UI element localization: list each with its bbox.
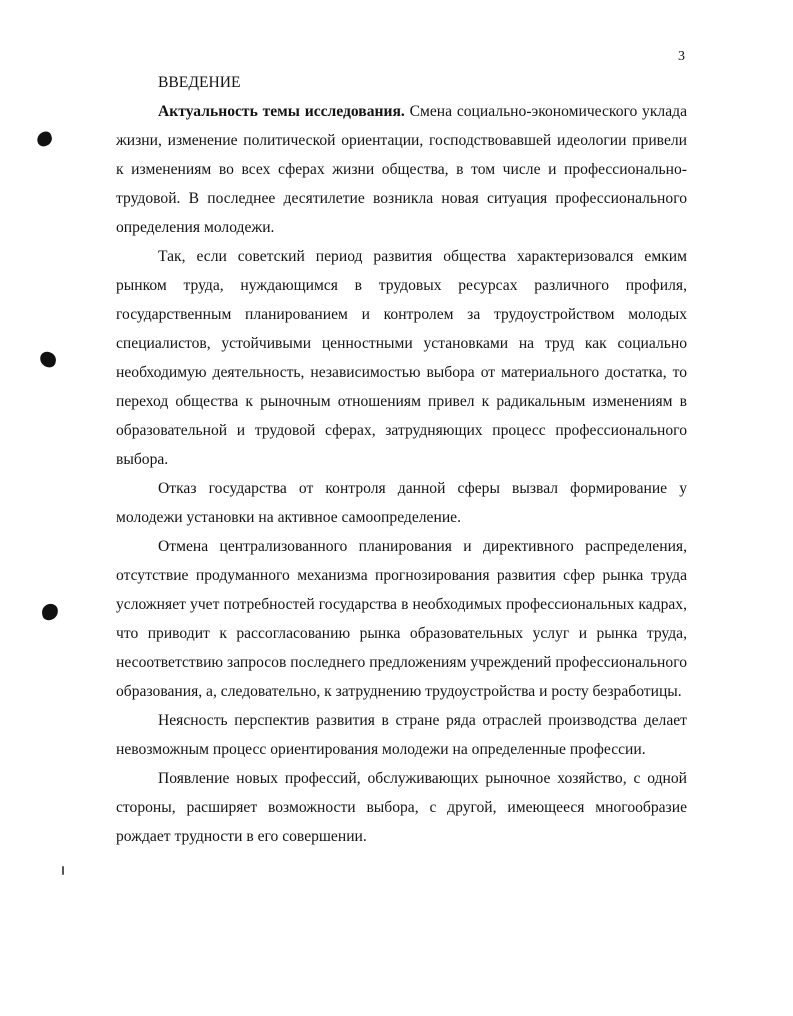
document-body: [116, 68, 687, 851]
paragraph-new-professions: Появление новых профессий, обслуживающих рыночное хозяйство, с одной стороны, расширяет возможности выбора, с другой, имеющееся многообразие рождает трудности в его совершении.: [116, 770, 687, 845]
paragraph-text: Смена социально-экономического уклада жизни, изменение политической ориентации, господствовавшей идеологии привели к изменениям во всех сферах жизни общества, в том числе и профессионально-трудовой. В последнее десятилетие возникла новая ситуация профессионального определения молодежи.: [116, 103, 687, 236]
paragraph-state-control: Отказ государства от контроля данной сферы вызвал формирование у молодежи установки на активное самоопределение.: [116, 480, 687, 526]
paragraph-relevance: [116, 97, 687, 242]
paragraph-soviet-period: Так, если советский период развития общества характеризовался емким рынком труда, нуждающимся в трудовых ресурсах различного профиля, государственным планированием и контролем за трудоустройством молодых специалистов, устойчивыми ценностными установками на труд как социально необходимую деятельность, независимостью выбора от материального достатка, то переход общества к рыночным отношениям привел к радикальным изменениям в образовательной и трудовой сферах, затрудняющих процесс профессионального выбора.: [116, 248, 687, 468]
page-number: 3: [678, 49, 685, 64]
scan-punch-hole-mark: [39, 351, 58, 369]
paragraph-perspectives: Неясность перспектив развития в стране ряда отраслей производства делает невозможным процесс ориентирования молодежи на определенные профессии.: [116, 712, 687, 758]
scan-speck-mark: [62, 866, 64, 875]
scan-punch-hole-mark: [35, 130, 54, 148]
paragraph-planning: Отмена централизованного планирования и директивного распределения, отсутствие продуманного механизма прогнозирования развития сфер рынка труда усложняет учет потребностей государства в необходимых профессиональных кадрах, что приводит к рассогласованию рынка образовательных услуг и рынка труда, несоответствию запросов последнего предложениям учреждений профессионального образования, а, следовательно, к затруднению трудоустройства и росту безработицы.: [116, 538, 687, 700]
paragraph-lead: Актуальность темы исследования.: [158, 103, 405, 120]
section-heading: ВВЕДЕНИЕ: [158, 74, 241, 91]
scan-punch-hole-mark: [41, 603, 59, 621]
